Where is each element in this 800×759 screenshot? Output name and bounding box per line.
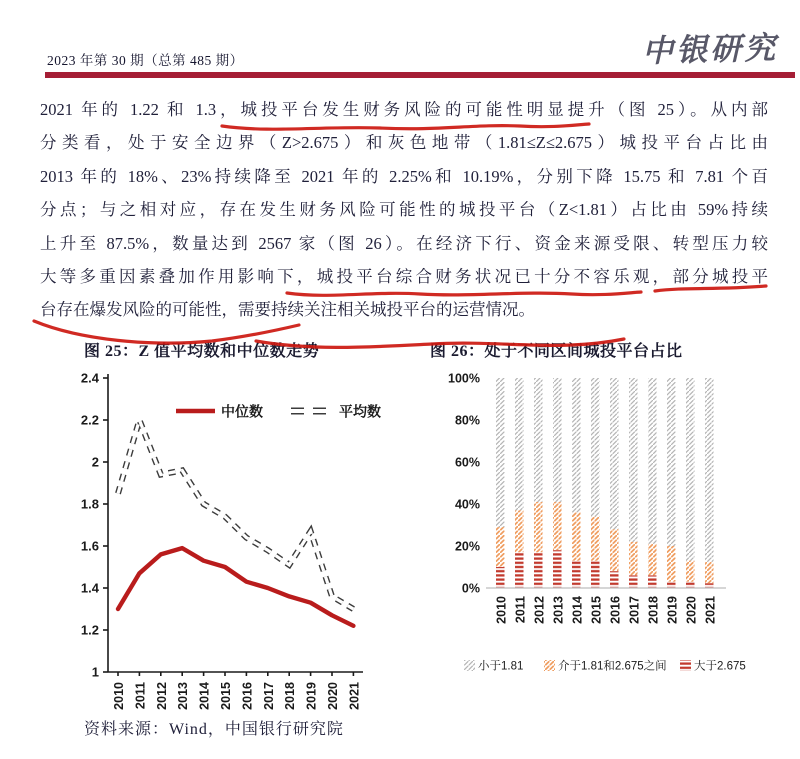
bar-segment (591, 378, 600, 517)
paragraph-line: 分类看，处于安全边界（Z>2.675）和灰色地带（1.81≤Z≤2.675）城投平台占比由 (40, 133, 768, 153)
x-tick-label: 2014 (570, 596, 585, 624)
x-tick-label: 2013 (551, 596, 566, 624)
x-tick-label: 2012 (532, 596, 547, 624)
bar-segment (705, 378, 714, 562)
figure-25-line-chart (58, 364, 388, 719)
x-tick-label: 2011 (513, 596, 528, 624)
bar-segment (629, 378, 638, 542)
bar-segment (553, 550, 562, 588)
y-tick-label: 60% (454, 455, 480, 470)
figure-25-title: 图 25：Z 值平均数和中位数走势 (84, 343, 320, 360)
bar-segment (648, 544, 657, 576)
y-tick-label: 2 (91, 454, 99, 470)
x-tick-label: 2019 (304, 682, 319, 710)
svg-text:小于1.81: 小于1.81 (478, 660, 524, 673)
x-tick-label: 2017 (261, 682, 276, 710)
y-tick-label: 1.4 (80, 580, 99, 596)
bar-segment (591, 561, 600, 588)
bar-segment (496, 567, 505, 588)
x-tick-label: 2015 (589, 596, 604, 624)
bar-segment (610, 571, 619, 588)
bar-segment (553, 502, 562, 550)
bar-chart-svg (428, 364, 778, 724)
y-tick-label: 1.6 (80, 538, 99, 554)
bar-segment (553, 378, 562, 502)
paragraph-line: 2013 年的 18%、23%持续降至 2021 年的 2.25%和 10.19%，分别下降 15.75 和 7.81 个百 (40, 166, 768, 186)
bar-segment (686, 561, 695, 582)
x-tick-label: 2013 (176, 682, 191, 710)
y-tick-label: 1.2 (80, 622, 99, 638)
bar-segment (572, 512, 581, 560)
bar-segment (496, 527, 505, 567)
x-tick-label: 2016 (608, 596, 623, 624)
y-tick-label: 20% (454, 539, 480, 554)
y-tick-label: 80% (454, 413, 480, 428)
x-tick-label: 2012 (154, 682, 169, 710)
y-tick-label: 1 (91, 664, 99, 680)
x-tick-label: 2019 (665, 596, 680, 624)
bar-segment (515, 552, 524, 588)
header-rule (45, 72, 795, 78)
brand-logo: 中银研究 (641, 30, 779, 69)
x-tick-label: 2018 (646, 596, 661, 624)
svg-text:介于1.81和2.675之间: 介于1.81和2.675之间 (558, 660, 667, 673)
svg-text:平均数: 平均数 (339, 403, 381, 420)
x-tick-label: 2021 (703, 596, 718, 624)
x-tick-label: 2015 (219, 682, 233, 710)
bar-segment (610, 378, 619, 529)
y-tick-label: 1.8 (80, 496, 99, 512)
x-tick-label: 2020 (684, 596, 699, 624)
svg-text:中位数: 中位数 (221, 403, 263, 420)
paragraph-line: 台存在爆发风险的可能性，需要持续关注相关城投平台的运营情况。 (40, 300, 535, 320)
bar-segment (686, 582, 695, 588)
y-tick-label: 2.4 (80, 370, 99, 386)
paragraph-line: 2021 年的 1.22 和 1.3，城投平台发生财务风险的可能性明显提升（图 25）。从内部 (40, 100, 768, 119)
bar-segment (667, 582, 676, 588)
bar-segment (705, 562, 714, 583)
x-tick-label: 2011 (133, 682, 148, 710)
y-tick-label: 100% (448, 371, 480, 386)
source-note: 资料来源：Wind，中国银行研究院 (84, 721, 344, 738)
y-tick-label: 2.2 (80, 412, 99, 428)
legend (464, 659, 746, 673)
y-tick-label: 40% (454, 497, 480, 512)
bar-segment (496, 378, 505, 527)
x-tick-label: 2010 (112, 682, 126, 710)
x-tick-label: 2021 (347, 682, 362, 710)
paragraph-line: 分点；与之相对应，存在发生财务风险可能性的城投平台（Z<1.81）占比由 59%持续 (40, 200, 768, 220)
bar-segment (629, 542, 638, 576)
issue-number: 2023 年第 30 期（总第 485 期） (47, 53, 244, 68)
x-tick-label: 2018 (283, 682, 298, 710)
x-tick-label: 2017 (627, 596, 642, 624)
bar-segment (648, 575, 657, 588)
bar-segment (591, 517, 600, 561)
legend (176, 404, 381, 420)
paragraph-line: 大等多重因素叠加作用影响下，城投平台综合财务状况已十分不容乐观，部分城投平 (40, 266, 768, 286)
mean-line (118, 420, 353, 609)
bar-segment (686, 378, 695, 561)
bar-segment (515, 510, 524, 552)
bar-segment (667, 546, 676, 582)
x-tick-label: 2010 (494, 596, 509, 624)
x-tick-label: 2016 (240, 682, 255, 710)
x-tick-label: 2014 (197, 682, 212, 710)
figure-26-title: 图 26：处于不同区间城投平台占比 (430, 343, 683, 360)
x-tick-label: 2020 (326, 682, 340, 710)
bar-segment (572, 378, 581, 512)
bar-segment (648, 378, 657, 544)
median-line (118, 548, 353, 626)
paragraph-line: 上升至 87.5%，数量达到 2567 家（图 26）。在经济下行、资金来源受限、转型压力较 (40, 233, 768, 253)
bar-segment (534, 502, 543, 552)
bar-segment (610, 529, 619, 571)
bar-segment (629, 575, 638, 588)
line-chart-svg (58, 364, 388, 719)
bar-segment (534, 552, 543, 588)
svg-text:大于2.675: 大于2.675 (694, 660, 746, 673)
y-tick-label: 0% (461, 581, 480, 596)
bar-segment (515, 378, 524, 510)
bar-segment (572, 561, 581, 588)
body-paragraph (40, 93, 768, 327)
bar-segment (667, 378, 676, 546)
bar-segment (534, 378, 543, 502)
figure-26-stacked-bar-chart (428, 364, 778, 724)
